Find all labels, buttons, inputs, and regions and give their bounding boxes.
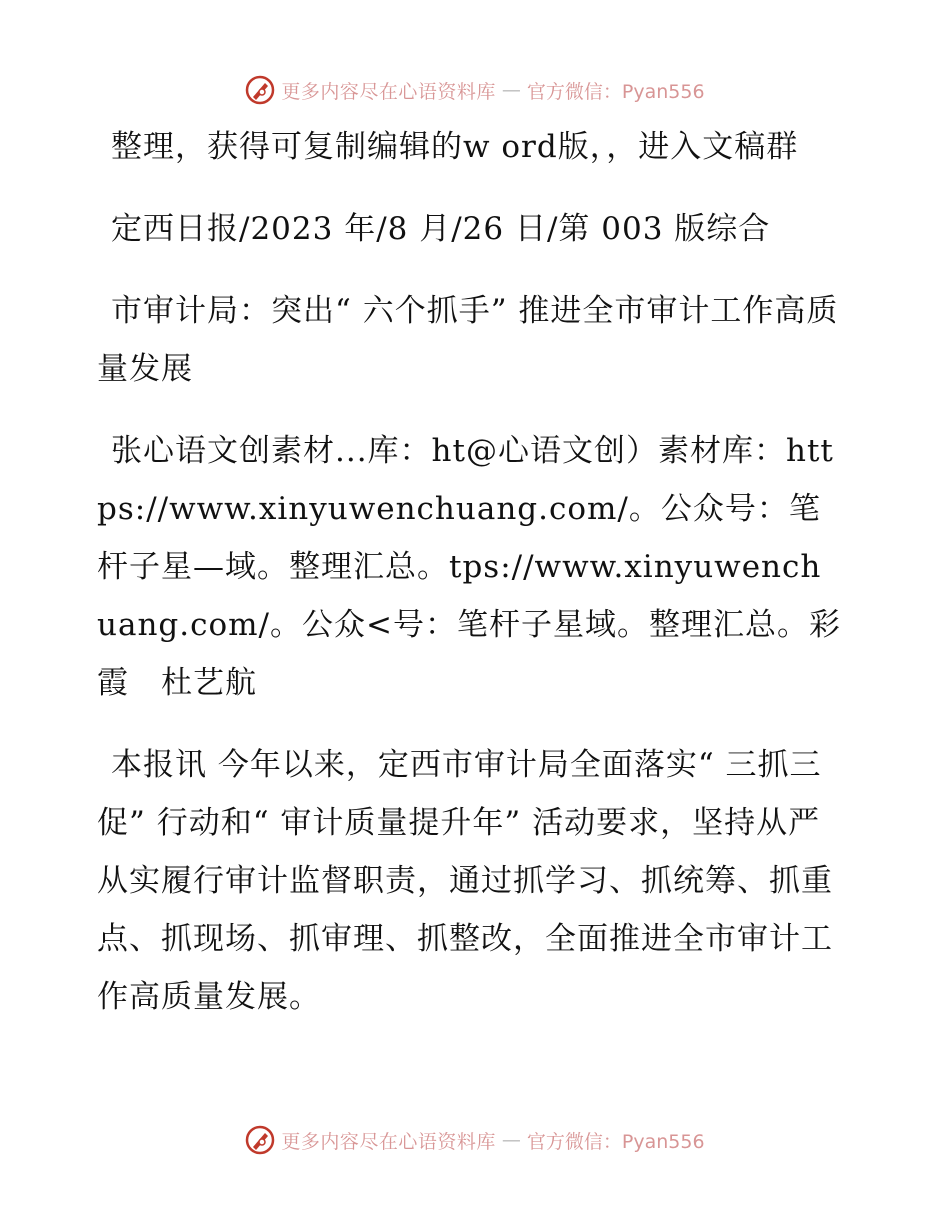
watermark-text: 更多内容尽在心语资料库 — [281, 1130, 496, 1153]
header-watermark — [0, 70, 950, 110]
intro-paragraph: 整理，获得可复制编辑的w ord版，，进入文稿群 — [111, 129, 799, 165]
document-body — [97, 118, 842, 1050]
watermark-dash: — — [501, 79, 521, 101]
headline-paragraph: 市审计局：突出“ 六个抓手” 推进全市审计工作高质量发展 — [97, 293, 839, 387]
watermark-text: 更多内容尽在心语资料库 — [281, 80, 496, 103]
watermark-suffix: 官方微信：Pyan556 — [526, 80, 705, 103]
dateline-paragraph: 定西日报/2023 年/8 月/26 日/第 003 版综合 — [111, 211, 771, 247]
body-paragraph: 本报讯 今年以来，定西市审计局全面落实“ 三抓三促” 行动和“ 审计质量提升年” 活动要求，坚持从严从实履行审计监督职责，通过抓学习、抓统筹、抓重点、抓现场、抓审理、抓整改，全面推进全市审计工作高质量发展。 — [97, 747, 833, 1015]
pen-logo-icon — [245, 75, 275, 105]
byline-paragraph: 张心语文创素材...库：ht@心语文创）素材库：https://www.xinyuwenchuang.com/。公众号：笔杆子星—域。整理汇总。tps://www.xinyuwenchuang.com/。公众<号：笔杆子星域。整理汇总。彩霞 杜艺航 — [97, 433, 841, 701]
watermark-dash: — — [501, 1129, 521, 1151]
footer-watermark — [0, 1120, 950, 1160]
pen-logo-icon — [245, 1125, 275, 1155]
watermark-suffix: 官方微信：Pyan556 — [526, 1130, 705, 1153]
